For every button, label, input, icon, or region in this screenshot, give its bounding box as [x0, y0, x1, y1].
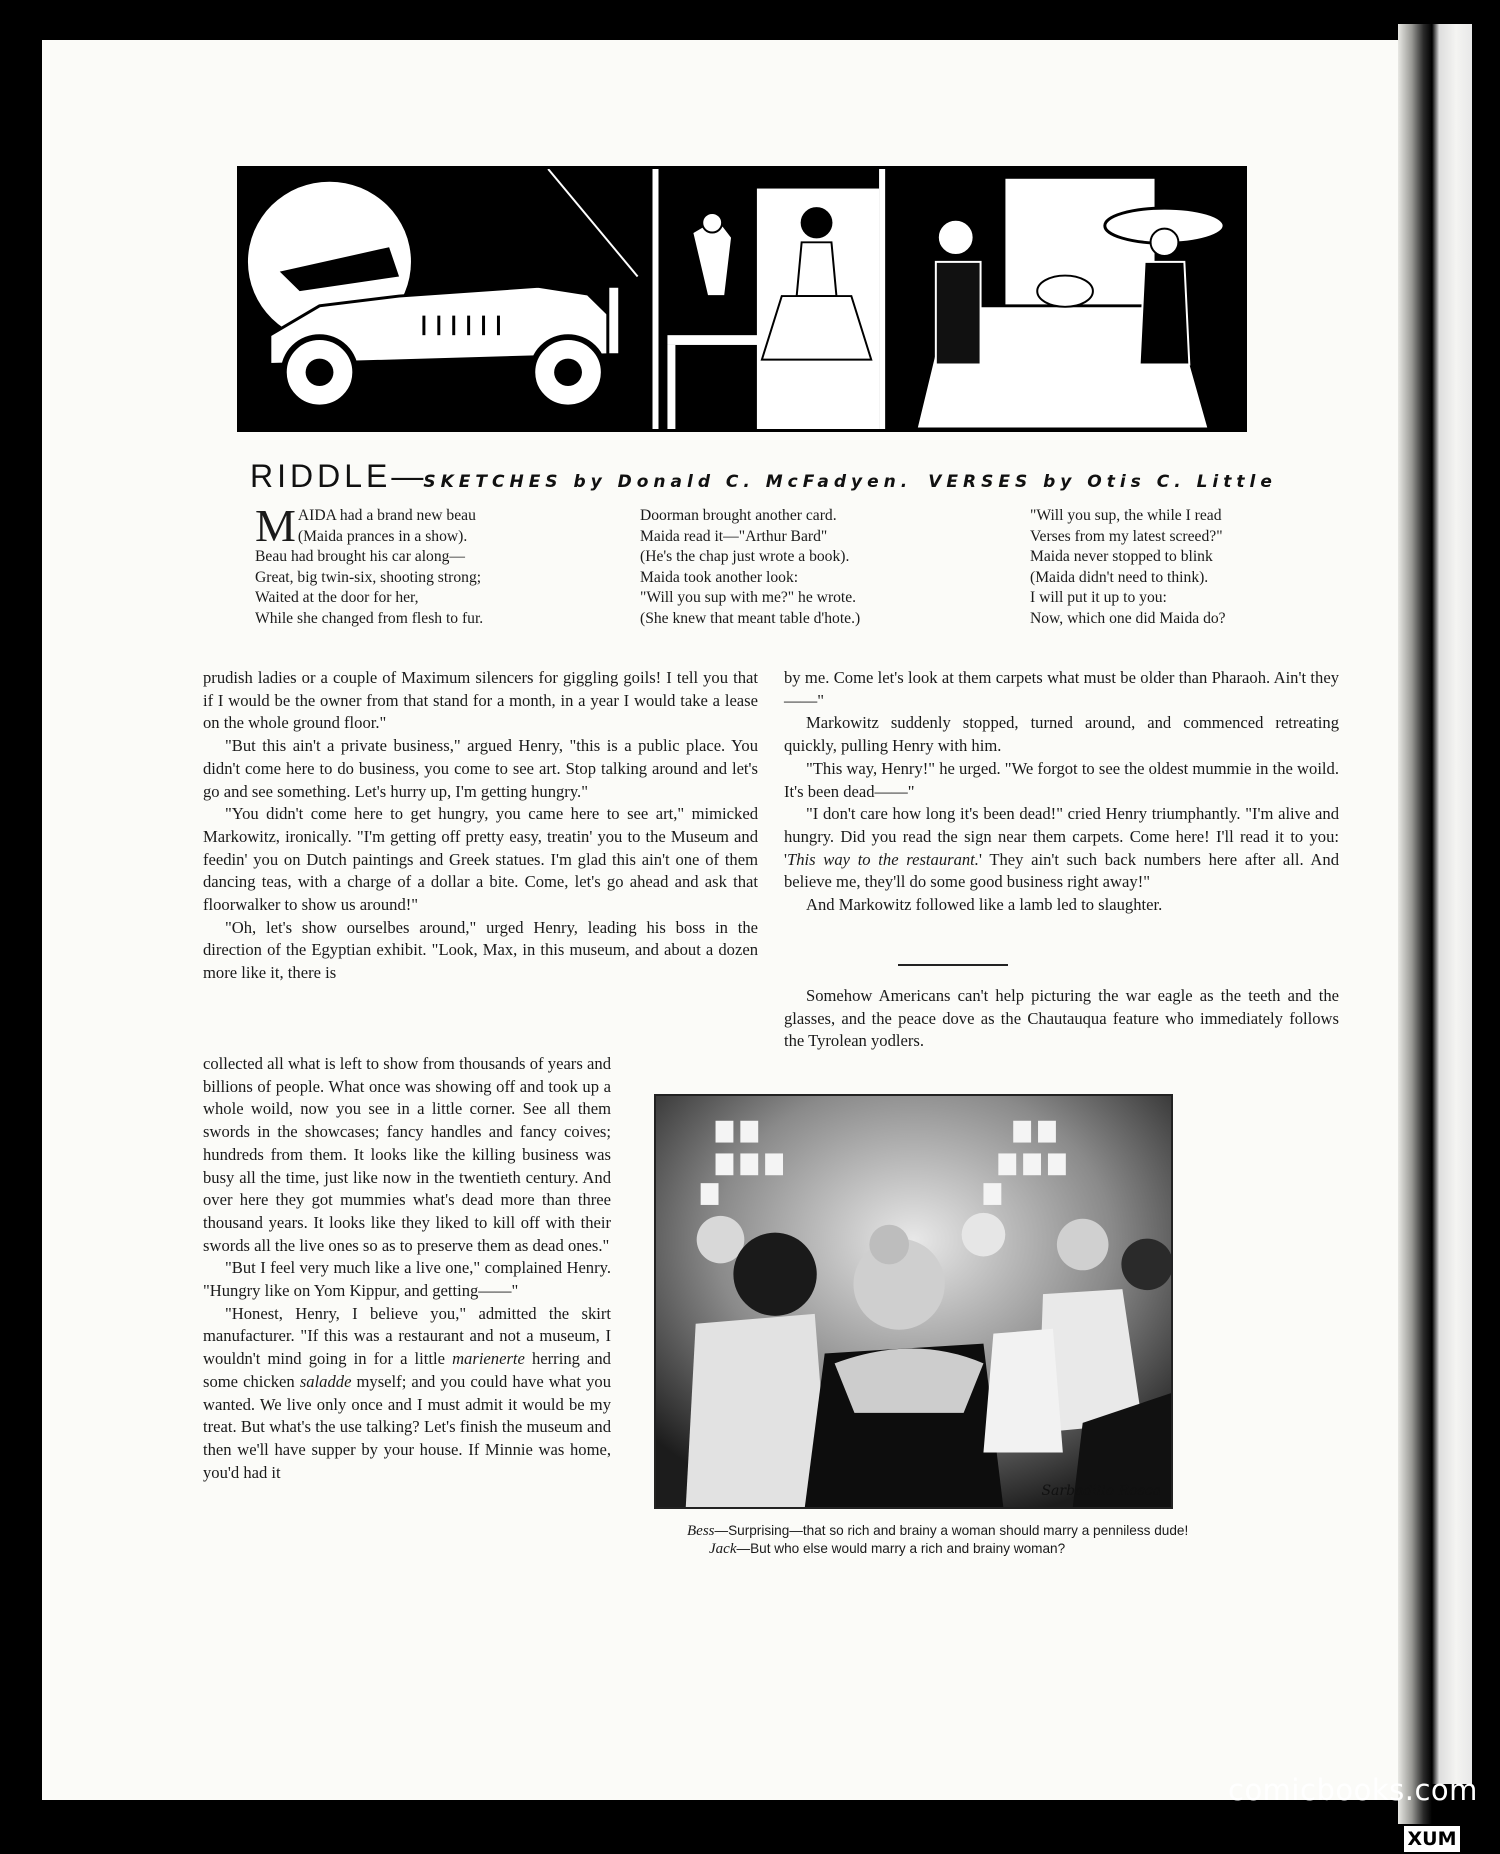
body-paragraph: "But this ain't a private business," argued Henry, "this is a public place. You didn't come here to do business, you come to see art. Stop talking around and let's go and see something. Let's hurry up, I'm getting hungry." — [203, 736, 758, 801]
header-illustration-art — [240, 169, 1244, 429]
left-column-top — [203, 667, 758, 985]
verse-stanza-1 — [255, 500, 555, 629]
artist-signature: Sarbadillo Rosca — [1041, 1483, 1161, 1499]
text-run: "Honest, Henry, I believe you," admitted the skirt manufacturer. "If this was a restaurant and not a museum, I wouldn't mind going in for a little — [203, 1303, 611, 1369]
verse-line: While she changed from flesh to fur. — [255, 609, 484, 627]
body-paragraph: "But I feel very much like a live one," complained Henry. "Hungry like on Yom Kippur, and getting——" — [203, 1258, 611, 1301]
italic-word: saladde — [299, 1371, 352, 1391]
scanner-badge: XUM — [1404, 1826, 1460, 1852]
header-illustration — [237, 166, 1247, 432]
body-paragraph: "You didn't come here to get hungry, you came here to see art," mimicked Markowitz, ironically. "I'm getting off pretty easy, treatin' you to the Museum and feedin' you on Dutch paintings and Greek statues. I'm glad this ain't one of them dancing teas, with a charge of a dollar a bite. Come, let's go ahead and ask that floorwalker to show us around!" — [203, 804, 758, 915]
verse-line: Now, which one did Maida do? — [1030, 609, 1226, 627]
body-paragraph — [784, 803, 1339, 894]
body-paragraph: "This way, Henry!" he urged. "We forgot to see the oldest mummie in the woild. It's been dead——" — [784, 758, 1339, 801]
verse-line: Maida never stopped to blink — [1030, 548, 1213, 565]
verse-line: (She knew that meant table d'hote.) — [640, 609, 861, 627]
site-watermark: comicbooks.com — [1228, 1773, 1478, 1807]
caption-text: —But who else would marry a rich and brainy woman? — [736, 1541, 1066, 1556]
body-paragraph — [203, 1303, 611, 1485]
body-paragraph: And Markowitz followed like a lamb led to slaughter. — [806, 895, 1163, 915]
dinner-party-art — [656, 1096, 1171, 1507]
italic-word: marienerte — [452, 1349, 525, 1369]
text-run: ' They ain't such back numbers here after all. And believe me, they'll do some good business right away!" — [784, 849, 1339, 892]
verse-line: Verses from my latest screed?" — [1030, 527, 1223, 545]
verse-stanza-2 — [640, 506, 950, 629]
caption-text: —Surprising—that so rich and brainy a woman should marry a penniless dude! — [714, 1523, 1189, 1538]
verse-line: Maida took another look: — [640, 568, 799, 586]
verse-line: Great, big twin-six, shooting strong; — [255, 568, 482, 586]
text-run: myself; and you could have what you wanted. We live only once and I must admit it would be my treat. But what's the use talking? Let's finish the museum and then we'll have supper by your house. If Minnie was home, you'd had it — [203, 1371, 612, 1482]
verse-line: "Will you sup with me?" he wrote. — [640, 589, 857, 606]
body-paragraph: by me. Come let's look at them carpets what must be older than Pharaoh. Ain't they——" — [784, 668, 1339, 710]
drop-cap: M — [255, 500, 296, 551]
sketches-credit: SKETCHES by Donald C. McFadyen. — [423, 472, 913, 492]
page-fold-shadow — [1398, 24, 1432, 1824]
filler-paragraph: Somehow Americans can't help picturing the war eagle as the teeth and the glasses, and the peace dove as the Chautauqua feature who immediately follows the Tyrolean yodlers. — [784, 986, 1339, 1051]
verse-line: Beau had brought his car along— — [255, 548, 466, 565]
verse-line: I will put it up to you: — [1030, 589, 1167, 606]
illustration-caption — [687, 1522, 1287, 1558]
verses-credit: VERSES by Otis C. Little — [928, 472, 1277, 492]
caption-speaker-jack: Jack — [709, 1541, 737, 1557]
right-column — [784, 667, 1339, 917]
verse-line: (He's the chap just wrote a book). — [640, 548, 850, 565]
section-divider — [898, 964, 1008, 966]
body-paragraph: collected all what is left to show from thousands of years and billions of people. What once was showing off and took up a whole woild, now you see in a little corner. See all them swords in the showcases; fancy handles and fancy coives; hundreds from them. It looks like the killing business was busy all the time, just like now in the twentieth century. And over here they got mummies what's dead more than three thousand years. It looks like they liked to kill off with their swords all the live ones so as to preserve them as dead ones." — [203, 1054, 611, 1255]
italic-sign-text: This way to the restaurant. — [787, 849, 979, 869]
body-paragraph: "Oh, let's show ourselbes around," urged Henry, leading his boss in the direction of the Egyptian exhibit. "Look, Max, in this museum, and about a dozen more like it, there is — [203, 917, 758, 983]
verse-line: (Maida didn't need to think). — [1030, 568, 1209, 586]
right-column-filler — [784, 985, 1339, 1053]
body-paragraph: Markowitz suddenly stopped, turned around, and commenced retreating quickly, pulling Henry with him. — [784, 713, 1339, 756]
left-column-narrow — [203, 1053, 611, 1484]
text-run: herring and some chicken — [203, 1349, 611, 1391]
title-dash: — — [391, 458, 424, 494]
verse-line: "Will you sup, the while I read — [1030, 507, 1222, 524]
adjacent-page-edge — [1432, 24, 1472, 1784]
caption-line-2 — [687, 1540, 1287, 1558]
verse-line: Doorman brought another card. — [640, 507, 837, 524]
caption-line-1 — [687, 1522, 1287, 1540]
verse-stanza-3 — [1030, 506, 1320, 629]
verse-line: Maida read it—"Arthur Bard" — [640, 527, 828, 545]
verse-line: (Maida prances in a show). — [297, 527, 468, 545]
body-paragraph: prudish ladies or a couple of Maximum silencers for giggling goils! I tell you that if I would be the owner from that stand for a month, in a year I would take a lease on the whole ground floor." — [203, 668, 758, 733]
caption-speaker-bess: Bess — [687, 1523, 715, 1539]
article-title: RIDDLE — [250, 458, 392, 494]
article-title-line — [250, 458, 1280, 500]
dinner-party-illustration — [654, 1094, 1173, 1509]
verse-line: AIDA had a brand new beau — [297, 507, 476, 524]
text-run: "I don't care how long it's been dead!" cried Henry triumphantly. "I'm alive and hungry. Did you read the sign near them carpets. Come here! I'll read it to you: ' — [784, 804, 1339, 869]
verse-line: Waited at the door for her, — [255, 589, 419, 606]
